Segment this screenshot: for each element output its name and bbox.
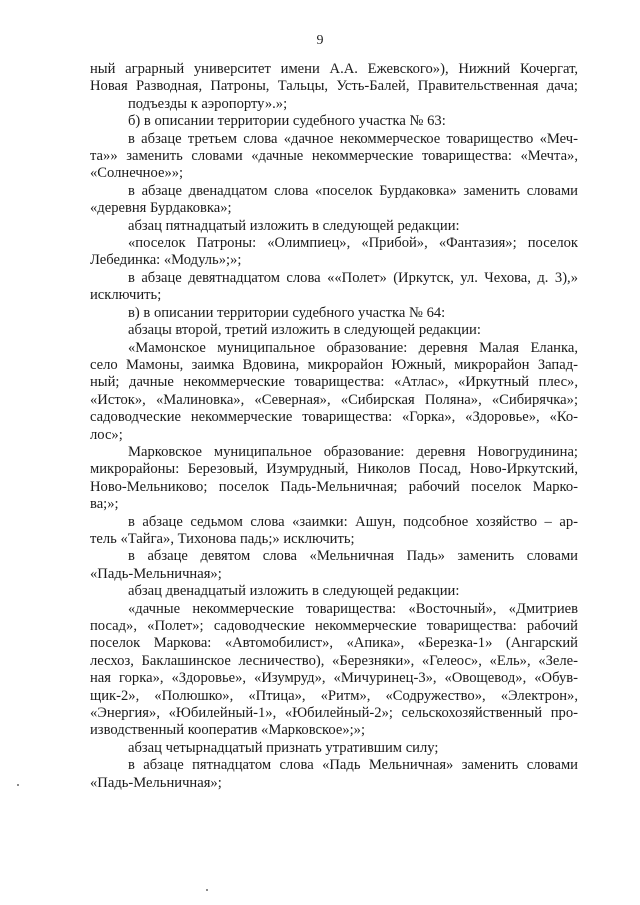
text-line: абзац четырнадцатый признать утратившим силу; bbox=[128, 739, 439, 756]
text-line: абзац двенадцатый изложить в следующей редакции: bbox=[128, 583, 460, 600]
text-line: Марковское муниципальное образование: деревня Новогрудинина; bbox=[128, 443, 578, 460]
text-line: поселок Маркова: «Автомобилист», «Апика», «Березка-1» (Ангарский bbox=[90, 635, 578, 652]
text-line: та»» заменить словами «дачные некоммерческие товарищества: «Мечта», bbox=[90, 148, 578, 165]
text-line: тель «Тайга», Тихонова падь;» исключить; bbox=[90, 530, 355, 547]
text-line: абзацы второй, третий изложить в следующей редакции: bbox=[128, 322, 481, 339]
document-body bbox=[90, 61, 578, 792]
text-line: Ново-Мельниково; поселок Падь-Мельничная; рабочий поселок Марко- bbox=[90, 478, 578, 495]
text-line: Новая Разводная, Патроны, Тальцы, Усть-Балей, Правительственная дача; bbox=[90, 78, 578, 95]
text-line: ный; дачные некоммерческие товарищества: «Атлас», «Иркутный плес», bbox=[90, 374, 578, 391]
text-line: село Мамоны, заимка Вдовина, микрорайон Южный, микрорайон Запад- bbox=[90, 356, 578, 373]
text-line: «Падь-Мельничная»; bbox=[90, 774, 222, 791]
text-line: лесхоз, Баклашинское лесничество), «Березняки», «Гелеос», «Ель», «Зеле- bbox=[90, 652, 578, 669]
text-line: «деревня Бурдаковка»; bbox=[90, 200, 232, 217]
scan-speck bbox=[17, 784, 19, 786]
text-line: абзац пятнадцатый изложить в следующей редакции: bbox=[128, 217, 460, 234]
text-line: в абзаце двенадцатом слова «поселок Бурдаковка» заменить словами bbox=[128, 182, 578, 199]
text-line: «Энергия», «Юбилейный-1», «Юбилейный-2»; сельскохозяйственный про- bbox=[90, 705, 578, 722]
text-line: в абзаце девятом слова «Мельничная Падь» заменить словами bbox=[128, 548, 578, 565]
text-line: посад», «Полет»; садоводческие некоммерческие товарищества: рабочий bbox=[90, 618, 578, 634]
text-line: б) в описании территории судебного участка № 63: bbox=[128, 113, 446, 130]
text-line: в абзаце седьмом слова «заимки: Ашун, подсобное хозяйство – ар- bbox=[128, 513, 578, 530]
text-line: ный аграрный университет имени А.А. Ежевского»), Нижний Кочергат, bbox=[90, 61, 578, 77]
text-line: садоводческие некоммерческие товарищества: «Горка», «Здоровье», «Ко- bbox=[90, 409, 578, 426]
text-line: микрорайоны: Березовый, Изумрудный, Николов Посад, Ново-Иркутский, bbox=[90, 461, 578, 478]
text-line: изводственный кооператив «Марковское»;»; bbox=[90, 722, 366, 739]
text-line: щик-2», «Полюшко», «Птица», «Ритм», «Содружество», «Электрон», bbox=[90, 687, 578, 704]
text-line: «поселок Патроны: «Олимпиец», «Прибой», «Фантазия»; поселок bbox=[128, 235, 578, 252]
text-line: в абзаце девятнадцатом слова ««Полет» (Иркутск, ул. Чехова, д. 3),» bbox=[128, 269, 578, 286]
text-line: «дачные некоммерческие товарищества: «Восточный», «Дмитриев bbox=[128, 600, 578, 617]
text-line: «Падь-Мельничная»; bbox=[90, 565, 222, 582]
text-line: «Мамонское муниципальное образование: деревня Малая Еланка, bbox=[128, 339, 578, 356]
text-line: «Исток», «Малиновка», «Северная», «Сибирская Поляна», «Сибирячка»; bbox=[90, 391, 578, 408]
text-line: лос»; bbox=[90, 426, 123, 443]
scan-speck bbox=[206, 889, 208, 891]
page-number: 9 bbox=[316, 33, 324, 48]
text-line: в) в описании территории судебного участка № 64: bbox=[128, 304, 446, 321]
text-line: подъезды к аэропорту».»; bbox=[128, 95, 288, 112]
text-line: «Солнечное»»; bbox=[90, 165, 184, 182]
text-line: ва;»; bbox=[90, 496, 119, 513]
text-line: исключить; bbox=[90, 287, 162, 304]
text-line: в абзаце третьем слова «дачное некоммерческое товарищество «Меч- bbox=[128, 130, 578, 147]
text-line: в абзаце пятнадцатом слова «Падь Мельничная» заменить словами bbox=[128, 757, 578, 774]
text-line: ная горка», «Здоровье», «Изумруд», «Мичуринец-3», «Овощевод», «Обув- bbox=[90, 670, 578, 687]
text-line: Лебединка: «Модуль»;»; bbox=[90, 252, 242, 269]
